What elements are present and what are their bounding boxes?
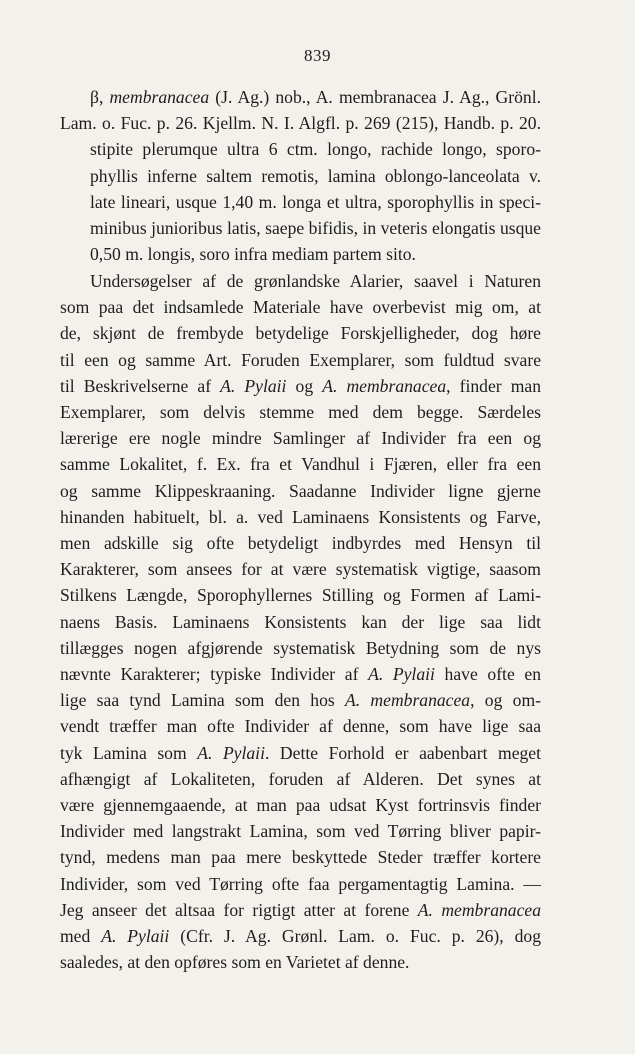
text-line: Karakterer, som ansees for at være systematisk vigtige, saasom xyxy=(60,559,541,580)
text-line: til een og samme Art. Foruden Exemplarer, som fuldtud svare xyxy=(60,349,541,370)
text-line: til Beskrivelserne af A. Pylaii og A. membranacea, finder man xyxy=(60,375,542,396)
text-line: 0,50 m. longis, soro infra mediam partem sito. xyxy=(90,244,416,265)
text-line xyxy=(60,84,541,110)
text-line: Undersøgelser af de grønlandske Alarier, saavel i Naturen xyxy=(90,271,541,291)
variety-description xyxy=(60,84,541,267)
taxon-name: A. Pylaii xyxy=(220,375,287,396)
text-line: lærerige ere nogle mindre Samlinger af Individer fra een og xyxy=(60,428,541,449)
text-line: late lineari, usque 1,40 m. longa et ultra, sporophyllis in speci- xyxy=(90,191,541,212)
taxon-name: A. Pylaii xyxy=(197,742,265,763)
text-line: som paa det indsamlede Materiale have overbevist mig om, at xyxy=(60,297,541,318)
taxon-name: A. Pylaii xyxy=(101,926,170,947)
text-line: Individer, som ved Tørring ofte faa pergamentagtig Lamina. — xyxy=(60,873,541,894)
text-line: nævnte Karakterer; typiske Individer af A. Pylaii have ofte en xyxy=(60,664,541,685)
text-fragment: (J. Ag.) nob., A. membranacea J. Ag., Grönl. xyxy=(209,87,541,107)
taxon-name: A. membranacea xyxy=(322,375,447,396)
text-line: minibus junioribus latis, saepe bifidis, in veteris elongatis usque xyxy=(90,218,541,239)
text-line: stipite plerumque ultra 6 ctm. longo, rachide longo, sporo- xyxy=(90,139,541,160)
text-line: samme Lokalitet, f. Ex. fra et Vandhul i Fjæren, eller fra een xyxy=(60,454,541,475)
taxon-name: A. membranacea xyxy=(417,899,541,920)
text-line: Individer med langstrakt Lamina, som ved Tørring bliver papir- xyxy=(60,821,541,842)
text-line: vendt træffer man ofte Individer af denne, som have lige saa xyxy=(60,716,541,737)
text-line: og samme Klippeskraaning. Saadanne Individer ligne gjerne xyxy=(60,480,541,501)
text-line: med A. Pylaii (Cfr. J. Ag. Grønl. Lam. o. Fuc. p. 26), dog xyxy=(60,926,541,947)
text-line: hinanden habituelt, bl. a. ved Laminaens Konsistents og Farve, xyxy=(60,506,541,527)
taxon-name: A. Pylaii xyxy=(368,664,435,685)
text-line: tyk Lamina som A. Pylaii. Dette Forhold er aabenbart meget xyxy=(60,742,542,763)
text-line: Stilkens Længde, Sporophyllernes Stilling og Formen af Lami- xyxy=(60,585,541,606)
text-line: være gjennemgaaende, at man paa udsat Kyst fortrinsvis finder xyxy=(60,795,541,816)
text-line: tillægges nogen afgjørende systematisk Betydning som de nys xyxy=(60,637,541,658)
text-line: naens Basis. Laminaens Konsistents kan der lige saa lidt xyxy=(60,611,541,632)
page-number: 839 xyxy=(304,46,331,65)
discussion-paragraph xyxy=(60,268,541,975)
text-line: Exemplarer, som delvis stemme med dem begge. Særdeles xyxy=(60,402,541,423)
text-line: Lam. o. Fuc. p. 26. Kjellm. N. I. Algfl. p. 269 (215), Handb. p. 20. xyxy=(60,113,541,134)
text-line: afhængigt af Lokaliteten, foruden af Alderen. Det synes at xyxy=(60,768,541,789)
text-line: men adskille sig ofte betydeligt indbyrdes med Hensyn til xyxy=(60,533,541,554)
taxon-name: A. membranacea xyxy=(345,690,471,711)
text-line: Jeg anseer det altsaa for rigtigt atter at forene A. membranacea xyxy=(60,899,541,920)
text-line: phyllis inferne saltem remotis, lamina oblongo-lanceolata v. xyxy=(90,165,541,186)
variety-epithet: membranacea xyxy=(109,87,210,107)
text-line: saaledes, at den opføres som en Varietet af denne. xyxy=(60,952,410,973)
text-line: de, skjønt de frembyde betydelige Forskjelligheder, dog høre xyxy=(60,323,541,344)
text-line: tynd, medens man paa mere beskyttede Steder træffer kortere xyxy=(60,847,541,868)
text-line: lige saa tynd Lamina som den hos A. membranacea, og om- xyxy=(60,690,542,711)
variety-symbol: β, xyxy=(90,87,110,107)
